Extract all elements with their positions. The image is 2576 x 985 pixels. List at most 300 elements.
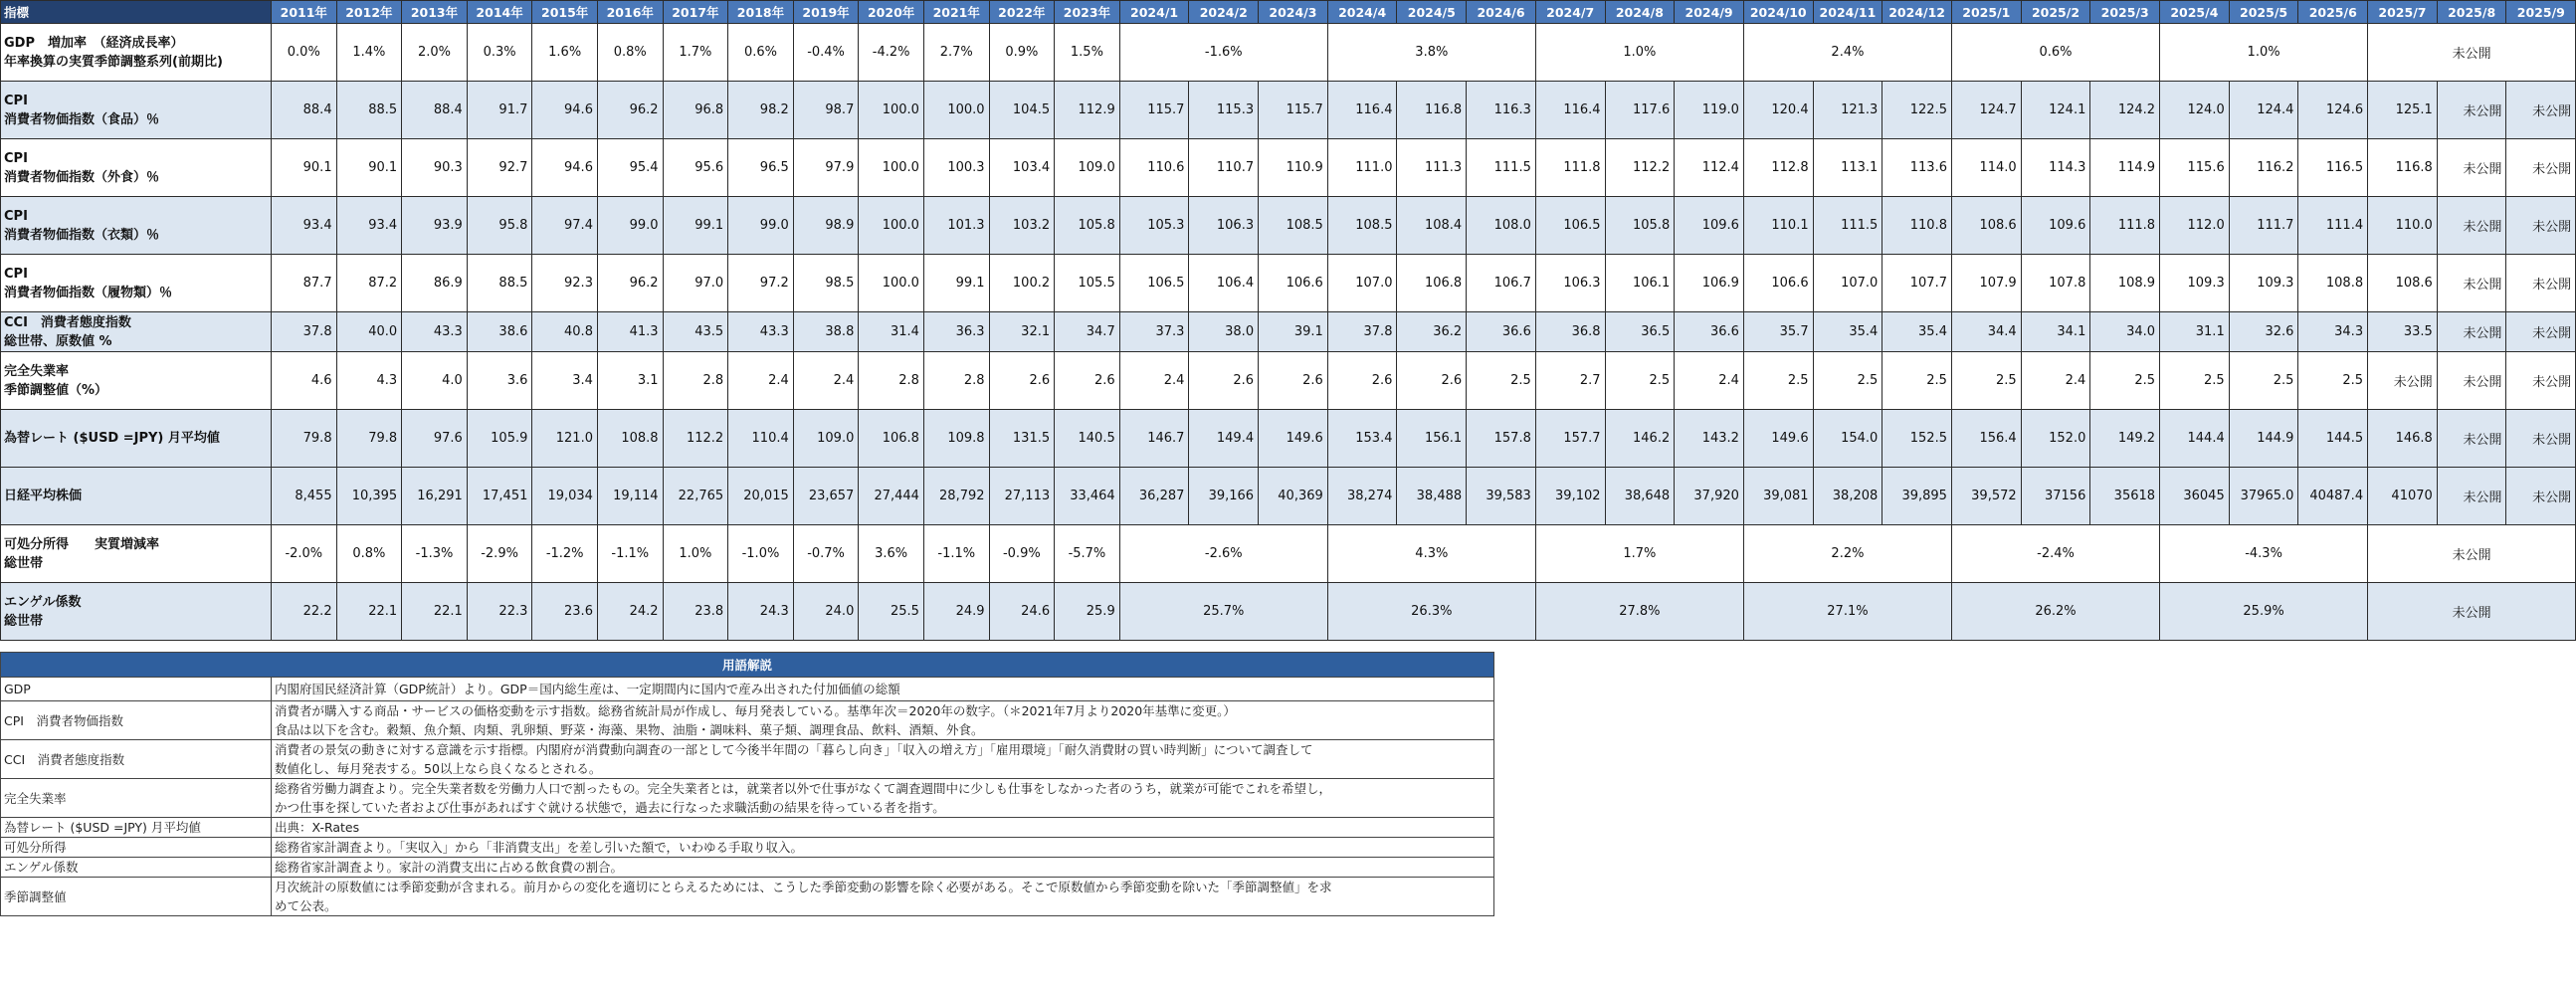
monthly-value-cell: 149.4: [1189, 410, 1259, 468]
column-header: 2024/10: [1743, 1, 1813, 24]
indicator-label-line: GDP 増加率 （経済成長率）: [4, 35, 184, 51]
indicator-row: [1, 255, 2576, 312]
yearly-value-cell: 98.7: [793, 82, 859, 139]
quarterly-value-cell: 4.3%: [1327, 525, 1535, 583]
yearly-value-cell: 2.8: [859, 352, 924, 410]
monthly-value-cell: 112.8: [1743, 139, 1813, 197]
monthly-value-cell: 111.8: [1535, 139, 1605, 197]
monthly-value-cell: 108.6: [2368, 255, 2438, 312]
monthly-value-cell: 152.0: [2021, 410, 2090, 468]
column-header: 2024/8: [1605, 1, 1675, 24]
indicator-row: [1, 583, 2576, 641]
yearly-value-cell: 97.9: [793, 139, 859, 197]
quarterly-value-cell: 1.0%: [2160, 24, 2368, 82]
glossary-row: [1, 779, 1494, 818]
monthly-value-cell: 110.7: [1189, 139, 1259, 197]
quarterly-value-cell: 0.6%: [1951, 24, 2159, 82]
monthly-value-cell: 106.8: [1397, 255, 1467, 312]
monthly-value-cell: 146.7: [1119, 410, 1189, 468]
monthly-value-cell: 114.3: [2021, 139, 2090, 197]
yearly-value-cell: 91.7: [467, 82, 532, 139]
indicator-label: [1, 312, 272, 352]
yearly-value-cell: 1.7%: [663, 24, 728, 82]
monthly-value-cell: 2.6: [1189, 352, 1259, 410]
yearly-value-cell: 121.0: [532, 410, 598, 468]
monthly-value-cell: 108.5: [1327, 197, 1397, 255]
column-header: 2025/8: [2437, 1, 2506, 24]
monthly-value-cell: 112.0: [2160, 197, 2230, 255]
yearly-value-cell: 94.6: [532, 139, 598, 197]
glossary-description: [272, 740, 1494, 779]
monthly-value-cell: 未公開: [2437, 82, 2506, 139]
yearly-value-cell: 37.8: [272, 312, 337, 352]
yearly-value-cell: 2.4: [728, 352, 794, 410]
yearly-value-cell: 100.0: [859, 255, 924, 312]
indicator-label: [1, 139, 272, 197]
yearly-value-cell: 88.5: [467, 255, 532, 312]
monthly-value-cell: 2.5: [1951, 352, 2021, 410]
yearly-value-cell: 31.4: [859, 312, 924, 352]
glossary-description-line: 出典：X-Rates: [275, 820, 360, 835]
yearly-value-cell: -1.3%: [402, 525, 468, 583]
glossary-description: [272, 779, 1494, 818]
monthly-value-cell: 未公開: [2506, 255, 2576, 312]
monthly-value-cell: 108.6: [1951, 197, 2021, 255]
yearly-value-cell: 22.2: [272, 583, 337, 641]
glossary-description: [272, 858, 1494, 878]
yearly-value-cell: 109.8: [923, 410, 989, 468]
monthly-value-cell: 111.3: [1397, 139, 1467, 197]
indicator-label-line: CPI: [4, 150, 28, 166]
quarterly-value-cell: 25.7%: [1119, 583, 1327, 641]
glossary-term: 可処分所得: [1, 838, 272, 858]
yearly-value-cell: 4.0: [402, 352, 468, 410]
monthly-value-cell: 111.5: [1813, 197, 1882, 255]
glossary-row: [1, 678, 1494, 701]
yearly-value-cell: 98.5: [793, 255, 859, 312]
indicator-label-line: 消費者物価指数（食品）％: [4, 111, 160, 127]
yearly-value-cell: 93.9: [402, 197, 468, 255]
monthly-value-cell: 33.5: [2368, 312, 2438, 352]
yearly-value-cell: 33,464: [1055, 468, 1120, 525]
yearly-value-cell: 0.3%: [467, 24, 532, 82]
monthly-value-cell: 2.5: [2090, 352, 2160, 410]
yearly-value-cell: 3.1: [597, 352, 663, 410]
yearly-value-cell: 4.3: [336, 352, 402, 410]
monthly-value-cell: 2.4: [1119, 352, 1189, 410]
monthly-value-cell: 未公開: [2437, 255, 2506, 312]
yearly-value-cell: 41.3: [597, 312, 663, 352]
column-header: 2019年: [793, 1, 859, 24]
glossary-row: [1, 858, 1494, 878]
yearly-value-cell: 43.3: [728, 312, 794, 352]
yearly-value-cell: 1.4%: [336, 24, 402, 82]
monthly-value-cell: 157.7: [1535, 410, 1605, 468]
monthly-value-cell: 120.4: [1743, 82, 1813, 139]
monthly-value-cell: 144.9: [2229, 410, 2298, 468]
column-header: 2018年: [728, 1, 794, 24]
yearly-value-cell: 93.4: [272, 197, 337, 255]
glossary-row: [1, 878, 1494, 916]
monthly-value-cell: 108.4: [1397, 197, 1467, 255]
yearly-value-cell: 23.8: [663, 583, 728, 641]
yearly-value-cell: -1.1%: [923, 525, 989, 583]
indicator-label-line: 総世帯、原数値 %: [4, 333, 112, 349]
indicator-row: [1, 24, 2576, 82]
yearly-value-cell: 25.5: [859, 583, 924, 641]
yearly-value-cell: 109.0: [1055, 139, 1120, 197]
yearly-value-cell: 100.0: [859, 82, 924, 139]
indicator-label-line: 季節調整値（%）: [4, 382, 108, 398]
yearly-value-cell: 99.0: [597, 197, 663, 255]
yearly-value-cell: 96.5: [728, 139, 794, 197]
yearly-value-cell: 2.7%: [923, 24, 989, 82]
monthly-value-cell: 37965.0: [2229, 468, 2298, 525]
column-header: 2024/2: [1189, 1, 1259, 24]
monthly-value-cell: 2.5: [1813, 352, 1882, 410]
monthly-value-cell: 110.9: [1259, 139, 1328, 197]
glossary-term: 完全失業率: [1, 779, 272, 818]
monthly-value-cell: 108.9: [2090, 255, 2160, 312]
indicator-row: [1, 197, 2576, 255]
yearly-value-cell: 0.8%: [597, 24, 663, 82]
yearly-value-cell: 2.4: [793, 352, 859, 410]
indicator-label-line: 年率換算の実質季節調整系列(前期比): [4, 54, 223, 70]
monthly-value-cell: 156.4: [1951, 410, 2021, 468]
yearly-value-cell: 88.4: [402, 82, 468, 139]
glossary-description-line: かつ仕事を探していた者および仕事があればすぐ就ける状態で，過去に行なった求職活動の結果を待っている者を指す。: [275, 800, 945, 815]
quarterly-value-cell: -4.3%: [2160, 525, 2368, 583]
indicator-label: [1, 410, 272, 468]
monthly-value-cell: 36045: [2160, 468, 2230, 525]
yearly-value-cell: 3.6: [467, 352, 532, 410]
monthly-value-cell: 116.4: [1327, 82, 1397, 139]
monthly-value-cell: 115.7: [1119, 82, 1189, 139]
glossary-description: [272, 878, 1494, 916]
monthly-value-cell: 124.0: [2160, 82, 2230, 139]
indicator-label: [1, 525, 272, 583]
monthly-value-cell: 未公開: [2506, 312, 2576, 352]
column-header: 2013年: [402, 1, 468, 24]
indicator-label-line: CPI: [4, 266, 28, 282]
monthly-value-cell: 110.8: [1882, 197, 1952, 255]
monthly-value-cell: 2.7: [1535, 352, 1605, 410]
monthly-value-cell: 106.5: [1119, 255, 1189, 312]
indicator-label-line: CPI: [4, 208, 28, 224]
monthly-value-cell: 117.6: [1605, 82, 1675, 139]
column-header: 2014年: [467, 1, 532, 24]
yearly-value-cell: -1.0%: [728, 525, 794, 583]
monthly-value-cell: 37,920: [1675, 468, 1744, 525]
monthly-value-cell: 105.3: [1119, 197, 1189, 255]
yearly-value-cell: 19,034: [532, 468, 598, 525]
yearly-value-cell: 103.2: [989, 197, 1055, 255]
yearly-value-cell: 94.6: [532, 82, 598, 139]
monthly-value-cell: 124.2: [2090, 82, 2160, 139]
yearly-value-cell: 90.1: [336, 139, 402, 197]
monthly-value-cell: 2.5: [1467, 352, 1536, 410]
quarterly-value-cell: -1.6%: [1119, 24, 1327, 82]
monthly-value-cell: 108.8: [2298, 255, 2368, 312]
monthly-value-cell: 154.0: [1813, 410, 1882, 468]
indicator-label-line: 消費者物価指数（履物類）％: [4, 285, 173, 300]
column-header: 2024/6: [1467, 1, 1536, 24]
yearly-value-cell: 3.6%: [859, 525, 924, 583]
monthly-value-cell: 124.6: [2298, 82, 2368, 139]
yearly-value-cell: -2.9%: [467, 525, 532, 583]
column-header: 2022年: [989, 1, 1055, 24]
monthly-value-cell: 107.9: [1951, 255, 2021, 312]
yearly-value-cell: 79.8: [272, 410, 337, 468]
monthly-value-cell: 未公開: [2437, 410, 2506, 468]
monthly-value-cell: 40487.4: [2298, 468, 2368, 525]
indicator-label: [1, 468, 272, 525]
column-header: 2025/7: [2368, 1, 2438, 24]
yearly-value-cell: -0.9%: [989, 525, 1055, 583]
yearly-value-cell: 38.8: [793, 312, 859, 352]
monthly-value-cell: 157.8: [1467, 410, 1536, 468]
yearly-value-cell: 25.9: [1055, 583, 1120, 641]
column-header: 2025/4: [2160, 1, 2230, 24]
yearly-value-cell: 98.9: [793, 197, 859, 255]
yearly-value-cell: 40.0: [336, 312, 402, 352]
yearly-value-cell: 24.3: [728, 583, 794, 641]
glossary-description-line: 月次統計の原数値には季節変動が含まれる。前月からの変化を適切にとらえるためには、こうした季節変動の影響を除く必要がある。そこで原数値から季節変動を除いた「季節調整値」を求: [275, 880, 1332, 894]
indicator-label-line: 総世帯: [4, 613, 44, 629]
monthly-value-cell: 2.5: [2229, 352, 2298, 410]
monthly-value-cell: 115.7: [1259, 82, 1328, 139]
monthly-value-cell: 35.4: [1882, 312, 1952, 352]
yearly-value-cell: 93.4: [336, 197, 402, 255]
quarterly-value-cell: 26.2%: [1951, 583, 2159, 641]
monthly-value-cell: 未公開: [2368, 352, 2438, 410]
monthly-value-cell: 2.4: [1675, 352, 1744, 410]
monthly-value-cell: 38,648: [1605, 468, 1675, 525]
monthly-value-cell: 144.5: [2298, 410, 2368, 468]
yearly-value-cell: 2.8: [663, 352, 728, 410]
glossary-description: [272, 701, 1494, 740]
indicator-label-line: 日経平均株価: [4, 489, 83, 503]
monthly-value-cell: 36.8: [1535, 312, 1605, 352]
monthly-value-cell: 105.8: [1605, 197, 1675, 255]
monthly-value-cell: 38,208: [1813, 468, 1882, 525]
yearly-value-cell: -1.2%: [532, 525, 598, 583]
monthly-value-cell: 110.0: [2368, 197, 2438, 255]
column-header: 2025/1: [1951, 1, 2021, 24]
yearly-value-cell: 22.3: [467, 583, 532, 641]
yearly-value-cell: -2.0%: [272, 525, 337, 583]
monthly-value-cell: 108.5: [1259, 197, 1328, 255]
monthly-value-cell: 109.6: [2021, 197, 2090, 255]
indicator-row: [1, 312, 2576, 352]
monthly-value-cell: 115.3: [1189, 82, 1259, 139]
monthly-value-cell: 39,572: [1951, 468, 2021, 525]
yearly-value-cell: 79.8: [336, 410, 402, 468]
monthly-value-cell: 未公開: [2437, 197, 2506, 255]
yearly-value-cell: 2.0%: [402, 24, 468, 82]
monthly-value-cell: 36.2: [1397, 312, 1467, 352]
glossary-term: 季節調整値: [1, 878, 272, 916]
monthly-value-cell: 116.5: [2298, 139, 2368, 197]
indicator-label: [1, 352, 272, 410]
column-header: 2016年: [597, 1, 663, 24]
glossary-description: [272, 818, 1494, 838]
column-header: 2025/2: [2021, 1, 2090, 24]
monthly-value-cell: 37156: [2021, 468, 2090, 525]
yearly-value-cell: 87.7: [272, 255, 337, 312]
indicator-label-line: 為替レート ($USD =JPY) 月平均値: [4, 431, 220, 446]
column-header: 2024/3: [1259, 1, 1328, 24]
monthly-value-cell: 2.4: [2021, 352, 2090, 410]
monthly-value-cell: 34.0: [2090, 312, 2160, 352]
yearly-value-cell: 131.5: [989, 410, 1055, 468]
column-header: 2024/4: [1327, 1, 1397, 24]
yearly-value-cell: -0.4%: [793, 24, 859, 82]
indicator-row: [1, 82, 2576, 139]
monthly-value-cell: 2.6: [1327, 352, 1397, 410]
monthly-value-cell: 2.5: [1605, 352, 1675, 410]
monthly-value-cell: 119.0: [1675, 82, 1744, 139]
monthly-value-cell: 111.7: [2229, 197, 2298, 255]
monthly-value-cell: 37.8: [1327, 312, 1397, 352]
yearly-value-cell: 112.9: [1055, 82, 1120, 139]
yearly-value-cell: 95.4: [597, 139, 663, 197]
monthly-value-cell: 2.6: [1397, 352, 1467, 410]
monthly-value-cell: 146.8: [2368, 410, 2438, 468]
monthly-value-cell: 144.4: [2160, 410, 2230, 468]
yearly-value-cell: -4.2%: [859, 24, 924, 82]
monthly-value-cell: 35618: [2090, 468, 2160, 525]
yearly-value-cell: 100.3: [923, 139, 989, 197]
monthly-value-cell: 39,895: [1882, 468, 1952, 525]
monthly-value-cell: 107.0: [1813, 255, 1882, 312]
monthly-value-cell: 111.4: [2298, 197, 2368, 255]
glossary-description-line: 総務省労働力調査より。完全失業者数を労働力人口で割ったもの。完全失業者とは，就業者以外で仕事がなくて調査週間中に少しも仕事をしなかった者のうち，就業が可能でこれを希望し，: [275, 781, 1332, 796]
yearly-value-cell: 0.0%: [272, 24, 337, 82]
monthly-value-cell: 106.9: [1675, 255, 1744, 312]
monthly-value-cell: 2.5: [2298, 352, 2368, 410]
indicator-label: [1, 24, 272, 82]
yearly-value-cell: 100.0: [923, 82, 989, 139]
yearly-value-cell: 99.0: [728, 197, 794, 255]
glossary-description-line: 総務省家計調査より。「実収入」から「非消費支出」を差し引いた額で，いわゆる手取り収入。: [275, 840, 804, 855]
yearly-value-cell: 22.1: [336, 583, 402, 641]
yearly-value-cell: 96.2: [597, 255, 663, 312]
yearly-value-cell: 95.6: [663, 139, 728, 197]
monthly-value-cell: 107.7: [1882, 255, 1952, 312]
yearly-value-cell: 43.5: [663, 312, 728, 352]
quarterly-value-cell: -2.6%: [1119, 525, 1327, 583]
monthly-value-cell: 37.3: [1119, 312, 1189, 352]
monthly-value-cell: 38,274: [1327, 468, 1397, 525]
yearly-value-cell: 104.5: [989, 82, 1055, 139]
monthly-value-cell: 未公開: [2506, 468, 2576, 525]
monthly-value-cell: 39,081: [1743, 468, 1813, 525]
monthly-value-cell: 106.5: [1535, 197, 1605, 255]
yearly-value-cell: 106.8: [859, 410, 924, 468]
monthly-value-cell: 未公開: [2506, 352, 2576, 410]
glossary-row: [1, 838, 1494, 858]
yearly-value-cell: 92.3: [532, 255, 598, 312]
monthly-value-cell: 109.3: [2229, 255, 2298, 312]
indicator-label-line: CPI: [4, 93, 28, 108]
column-header: 2021年: [923, 1, 989, 24]
monthly-value-cell: 39.1: [1259, 312, 1328, 352]
monthly-value-cell: 38,488: [1397, 468, 1467, 525]
yearly-value-cell: 97.2: [728, 255, 794, 312]
monthly-value-cell: 未公開: [2506, 410, 2576, 468]
glossary-description-line: めて公表。: [275, 898, 337, 913]
monthly-value-cell: 110.6: [1119, 139, 1189, 197]
monthly-value-cell: 116.2: [2229, 139, 2298, 197]
yearly-value-cell: 1.6%: [532, 24, 598, 82]
monthly-value-cell: 116.4: [1535, 82, 1605, 139]
monthly-value-cell: 149.2: [2090, 410, 2160, 468]
monthly-value-cell: 106.3: [1535, 255, 1605, 312]
yearly-value-cell: 86.9: [402, 255, 468, 312]
yearly-value-cell: 4.6: [272, 352, 337, 410]
monthly-value-cell: 32.6: [2229, 312, 2298, 352]
yearly-value-cell: -0.7%: [793, 525, 859, 583]
monthly-value-cell: 107.8: [2021, 255, 2090, 312]
quarterly-value-cell: 未公開: [2368, 525, 2576, 583]
yearly-value-cell: -5.7%: [1055, 525, 1120, 583]
yearly-value-cell: 0.9%: [989, 24, 1055, 82]
monthly-value-cell: 36.6: [1675, 312, 1744, 352]
yearly-value-cell: 99.1: [663, 197, 728, 255]
yearly-value-cell: 109.0: [793, 410, 859, 468]
indicator-label: [1, 197, 272, 255]
glossary-description-line: 消費者の景気の動きに対する意識を示す指標。内閣府が消費動向調査の一部として今後半年間の「暮らし向き」「収入の増え方」「雇用環境」「耐久消費財の買い時判断」について調査して: [275, 742, 1313, 757]
monthly-value-cell: 未公開: [2437, 312, 2506, 352]
yearly-value-cell: 99.1: [923, 255, 989, 312]
monthly-value-cell: 106.3: [1189, 197, 1259, 255]
yearly-value-cell: 90.3: [402, 139, 468, 197]
monthly-value-cell: 2.6: [1259, 352, 1328, 410]
quarterly-value-cell: 3.8%: [1327, 24, 1535, 82]
indicator-row: [1, 410, 2576, 468]
yearly-value-cell: 38.6: [467, 312, 532, 352]
column-header: 2025/9: [2506, 1, 2576, 24]
yearly-value-cell: 96.2: [597, 82, 663, 139]
yearly-value-cell: 112.2: [663, 410, 728, 468]
yearly-value-cell: 0.6%: [728, 24, 794, 82]
monthly-value-cell: 122.5: [1882, 82, 1952, 139]
yearly-value-cell: 100.2: [989, 255, 1055, 312]
column-header: 2015年: [532, 1, 598, 24]
yearly-value-cell: 24.2: [597, 583, 663, 641]
glossary-description-line: 食品は以下を含む。穀類、魚介類、肉類、乳卵類、野菜・海藻、果物、油脂・調味料、菓子類、調理食品、飲料、酒類、外食。: [275, 722, 984, 737]
monthly-value-cell: 36.6: [1467, 312, 1536, 352]
yearly-value-cell: 2.8: [923, 352, 989, 410]
column-header: 2025/5: [2229, 1, 2298, 24]
monthly-value-cell: 109.3: [2160, 255, 2230, 312]
monthly-value-cell: 115.6: [2160, 139, 2230, 197]
quarterly-value-cell: 1.0%: [1535, 24, 1743, 82]
yearly-value-cell: 101.3: [923, 197, 989, 255]
indicator-label-line: 完全失業率: [4, 363, 70, 379]
glossary-description-line: 消費者が購入する商品・サービスの価格変動を示す指数。総務省統計局が作成し、毎月発表している。基準年次＝2020年の数字。（＊2021年7月より2020年基準に変更。）: [275, 703, 1236, 718]
monthly-value-cell: 146.2: [1605, 410, 1675, 468]
column-header: 2024/1: [1119, 1, 1189, 24]
indicator-row: [1, 468, 2576, 525]
monthly-value-cell: 124.7: [1951, 82, 2021, 139]
monthly-value-cell: 未公開: [2506, 82, 2576, 139]
monthly-value-cell: 38.0: [1189, 312, 1259, 352]
yearly-value-cell: 100.0: [859, 139, 924, 197]
indicator-row: [1, 525, 2576, 583]
yearly-value-cell: 17,451: [467, 468, 532, 525]
